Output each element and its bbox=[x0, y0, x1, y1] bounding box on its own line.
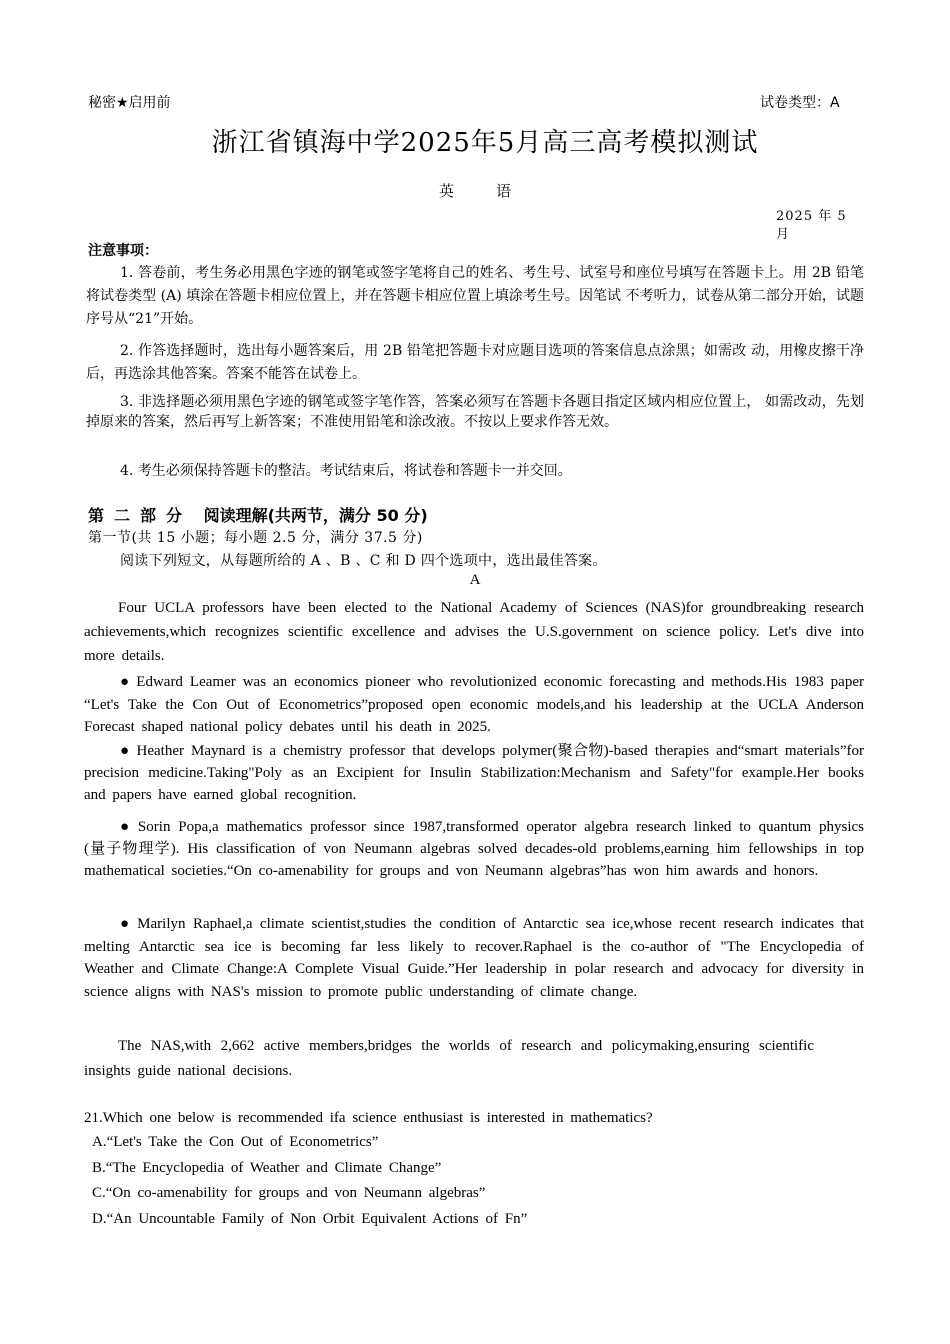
notice-item: 1. 答卷前，考生务必用黑色字迹的钢笔或签字笔将自己的姓名、考生号、试室号和座位号填写在答题卡上。用 2B 铅笔将试卷类型 (A) 填涂在答题卡相应位置上，并在答题卡相应位置上填涂考生号。因笔试 不考听力，试卷从第二部分开始，试题序号从“21”开始。 bbox=[86, 265, 864, 327]
passage-label: A bbox=[469, 572, 481, 588]
section-title: 阅读理解(共两节，满分 50 分) bbox=[203, 506, 428, 525]
exam-title: 浙江省镇海中学2025年5月高三高考模拟测试 bbox=[211, 128, 759, 158]
option-c: C.“On co-amenability for groups and von Neumann algebras” bbox=[92, 1185, 486, 1201]
option-a: A.“Let's Take the Con Out of Econometrics” bbox=[92, 1134, 379, 1150]
paper-type-label: 试卷类型：A bbox=[760, 95, 840, 111]
notice-item: 3. 非选择题必须用黑色字迹的钢笔或签字笔作答，答案必须写在答题卡各题目指定区域内相应位置上， 如需改动，先划掉原来的答案，然后再写上新答案；不准使用铅笔和涂改液。不按以上要求作答无效。 bbox=[86, 394, 864, 430]
passage-bullet: ● Marilyn Raphael,a climate scientist,studies the condition of Antarctic sea ice,whose recent research indicates that melting Antarctic sea ice is becoming far less likely to recover.Raphael is the co-author of "The Encyclopedia of Weather and Climate Change:A Complete Visual Guide.”Her leadership in polar research and advocacy for diversity in science aligns with NAS's mission to promote public understanding of climate change. bbox=[84, 916, 864, 1000]
section-heading bbox=[88, 503, 428, 526]
passage-closing: The NAS,with 2,662 active members,bridges the worlds of research and policymaking,ensuring scientific insights guide national decisions. bbox=[84, 1038, 814, 1079]
option-d: D.“An Uncountable Family of Non Orbit Equivalent Actions of Fn” bbox=[92, 1210, 528, 1227]
question-options bbox=[92, 1130, 527, 1232]
exam-date: 2025 年 5 月 bbox=[776, 209, 847, 242]
passage-intro: Four UCLA professors have been elected to the National Academy of Sciences (NAS)for groundbreaking research achievements,which recognizes scientific excellence and advises the U.S.government on science policy. Let's dive into more details. bbox=[84, 600, 864, 664]
subject-heading: 英语 bbox=[438, 182, 553, 200]
passage-bullet: ● Edward Leamer was an economics pioneer who revolutionized economic forecasting and methods.His 1983 paper “Let's Take the Con Out of Econometrics”proposed open economic models,and his leadership at the UCLA Anderson Forecast shaped national policy debates until his death in 2025. bbox=[84, 674, 864, 735]
passage-bullet: ● Heather Maynard is a chemistry professor that develops polymer(聚合物)-based therapies and“smart materials”for precision medicine.Taking"Poly as an Excipient for Insulin Stabilization:Mechanism and Safety"for example.Her books and papers have earned global recognition. bbox=[84, 743, 864, 803]
notice-item: 2. 作答选择题时，选出每小题答案后，用 2B 铅笔把答题卡对应题目选项的答案信息点涂黑；如需改 动，用橡皮擦干净后，再选涂其他答案。答案不能答在试卷上。 bbox=[86, 343, 864, 382]
option-b: B.“The Encyclopedia of Weather and Climate Change” bbox=[92, 1159, 442, 1176]
confidential-label: 秘密★启用前 bbox=[88, 95, 171, 111]
section-subtitle: 第一节(共 15 小题；每小题 2.5 分，满分 37.5 分) bbox=[88, 530, 423, 546]
section-instruction: 阅读下列短文，从每题所给的 A 、B 、C 和 D 四个选项中，选出最佳答案。 bbox=[120, 553, 607, 569]
question-stem: 21.Which one below is recommended ifa science enthusiast is interested in mathematics? bbox=[84, 1110, 653, 1126]
section-label: 第二部分 bbox=[88, 506, 193, 525]
notice-title: 注意事项： bbox=[88, 243, 158, 259]
passage-bullet: ● Sorin Popa,a mathematics professor since 1987,transformed operator algebra research linked to quantum physics (量子物理学). His classification of von Neumann algebras solved decades-old problems,earning him fellowships in top mathematical societies.“On co-amenability for groups and von Neumann algebras”has won him awards and honors. bbox=[84, 819, 864, 879]
notice-item: 4. 考生必须保持答题卡的整洁。考试结束后，将试卷和答题卡一并交回。 bbox=[120, 463, 572, 479]
